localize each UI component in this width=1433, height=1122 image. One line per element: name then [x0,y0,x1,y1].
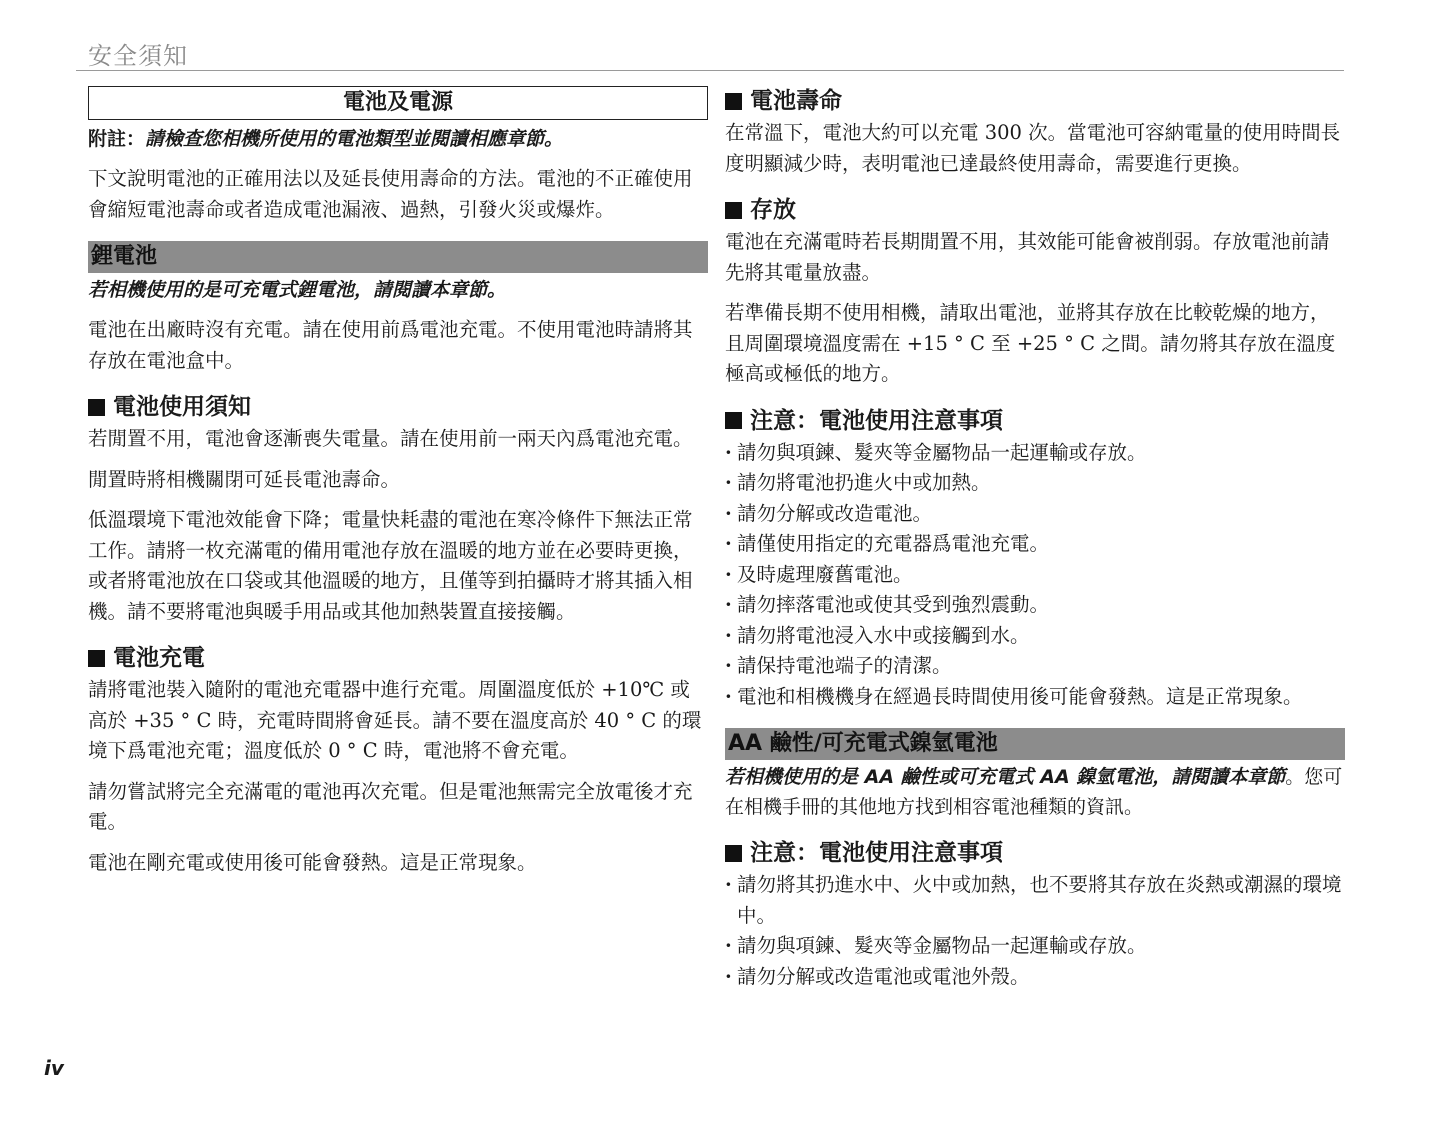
li-ion-paragraph: 電池在出廠時沒有充電。請在使用前爲電池充電。不使用電池時請將其存放在電池盒中。 [88,318,693,372]
heading-aa-batteries: AA 鹼性/可充電式鎳氫電池 [725,728,1345,760]
charge-paragraph-3: 電池在剛充電或使用後可能會發熱。這是正常現象。 [88,850,537,874]
heading-battery-usage-text: 電池使用須知 [113,394,251,420]
aa-note-italic: 若相機使用的是 AA 鹼性或可充電式 AA 鎳氫電池，請閱讀本章節 [725,766,1286,788]
heading-battery-usage [88,392,708,422]
page-number: iv [44,1056,64,1080]
caution-1-list [725,438,1345,713]
charge-paragraph-1: 請將電池裝入隨附的電池充電器中進行充電。周圍溫度低於 +10℃ 或高於 +35 ° C 時，充電時間將會延長。請不要在溫度高於 40 ° C 的環境下爲電池充電；溫度低於 0 ° C 時，電池將不會充電。 [88,678,702,762]
list-item: · 及時處理廢舊電池。 [725,560,1345,591]
caution-2-list [725,870,1345,992]
list-item: · 請勿將電池浸入水中或接觸到水。 [725,621,1345,652]
note-label: 附註： [88,128,146,150]
header-rule [76,70,1344,71]
usage-paragraph-2: 閒置時將相機關閉可延長電池壽命。 [88,467,401,491]
heading-caution-2-text: 注意：電池使用注意事項 [750,840,1003,866]
square-bullet-icon [725,202,742,219]
heading-storage-text: 存放 [750,197,796,223]
heading-caution-2 [725,838,1345,868]
note-line [88,124,708,154]
list-item: · 請勿與項鍊、髮夾等金屬物品一起運輸或存放。 [725,931,1345,962]
left-column [88,86,708,888]
storage-paragraph-1: 電池在充滿電時若長期閒置不用，其效能可能會被削弱。存放電池前請先將其電量放盡。 [725,230,1330,284]
square-bullet-icon [88,399,105,416]
page-header-title: 安全須知 [88,42,188,70]
square-bullet-icon [725,93,742,110]
aa-note [725,762,1345,822]
list-item: · 請僅使用指定的充電器爲電池充電。 [725,529,1345,560]
usage-paragraph-3: 低溫環境下電池效能會下降；電量快耗盡的電池在寒冷條件下無法正常工作。請將一枚充滿電的備用電池存放在溫暖的地方並在必要時更換，或者將電池放在口袋或其他溫暖的地方，且僅等到拍攝時才將其插入相機。請不要將電池與暖手用品或其他加熱裝置直接接觸。 [88,508,693,623]
square-bullet-icon [725,412,742,429]
heading-battery-charging [88,643,708,673]
list-item: · 請保持電池端子的清潔。 [725,651,1345,682]
intro-paragraph: 下文說明電池的正確用法以及延長使用壽命的方法。電池的不正確使用會縮短電池壽命或者造成電池漏液、過熱，引發火災或爆炸。 [88,167,693,221]
list-item: · 請勿將其扔進水中、火中或加熱，也不要將其存放在炎熱或潮濕的環境中。 [725,870,1345,931]
heading-storage [725,195,1345,225]
list-item: · 請勿摔落電池或使其受到強烈震動。 [725,590,1345,621]
charge-paragraph-2: 請勿嘗試將完全充滿電的電池再次充電。但是電池無需完全放電後才充電。 [88,779,693,833]
list-item: · 請勿將電池扔進火中或加熱。 [725,468,1345,499]
heading-battery-life-text: 電池壽命 [750,88,842,114]
list-item: · 請勿分解或改造電池或電池外殼。 [725,962,1345,993]
square-bullet-icon [725,845,742,862]
right-column [725,86,1345,1000]
note-text: 請檢查您相機所使用的電池類型並閱讀相應章節。 [145,128,564,150]
storage-paragraph-2: 若準備長期不使用相機，請取出電池，並將其存放在比較乾燥的地方，且周圍環境溫度需在 +15 ° C 至 +25 ° C 之間。請勿將其存放在溫度極高或極低的地方。 [725,301,1336,385]
heading-battery-charging-text: 電池充電 [113,645,205,671]
list-item: · 電池和相機機身在經過長時間使用後可能會發熱。這是正常現象。 [725,682,1345,713]
heading-caution-1 [725,406,1345,436]
list-item: · 請勿與項鍊、髮夾等金屬物品一起運輸或存放。 [725,438,1345,469]
list-item: · 請勿分解或改造電池。 [725,499,1345,530]
section-title-battery-power: 電池及電源 [88,86,708,120]
heading-li-ion-battery: 鋰電池 [88,241,708,273]
usage-paragraph-1: 若閒置不用，電池會逐漸喪失電量。請在使用前一兩天內爲電池充電。 [88,427,693,450]
square-bullet-icon [88,650,105,667]
heading-caution-1-text: 注意：電池使用注意事項 [750,407,1003,434]
li-ion-note: 若相機使用的是可充電式鋰電池，請閱讀本章節。 [88,279,507,301]
life-paragraph: 在常溫下，電池大約可以充電 300 次。當電池可容納電量的使用時間長度明顯減少時，表明電池已達最終使用壽命，需要進行更換。 [725,121,1341,175]
heading-battery-life [725,86,1345,116]
aa-note-rest: 。您可在相機手冊的其他地方找到相容電池種類的資訊。 [725,766,1343,818]
